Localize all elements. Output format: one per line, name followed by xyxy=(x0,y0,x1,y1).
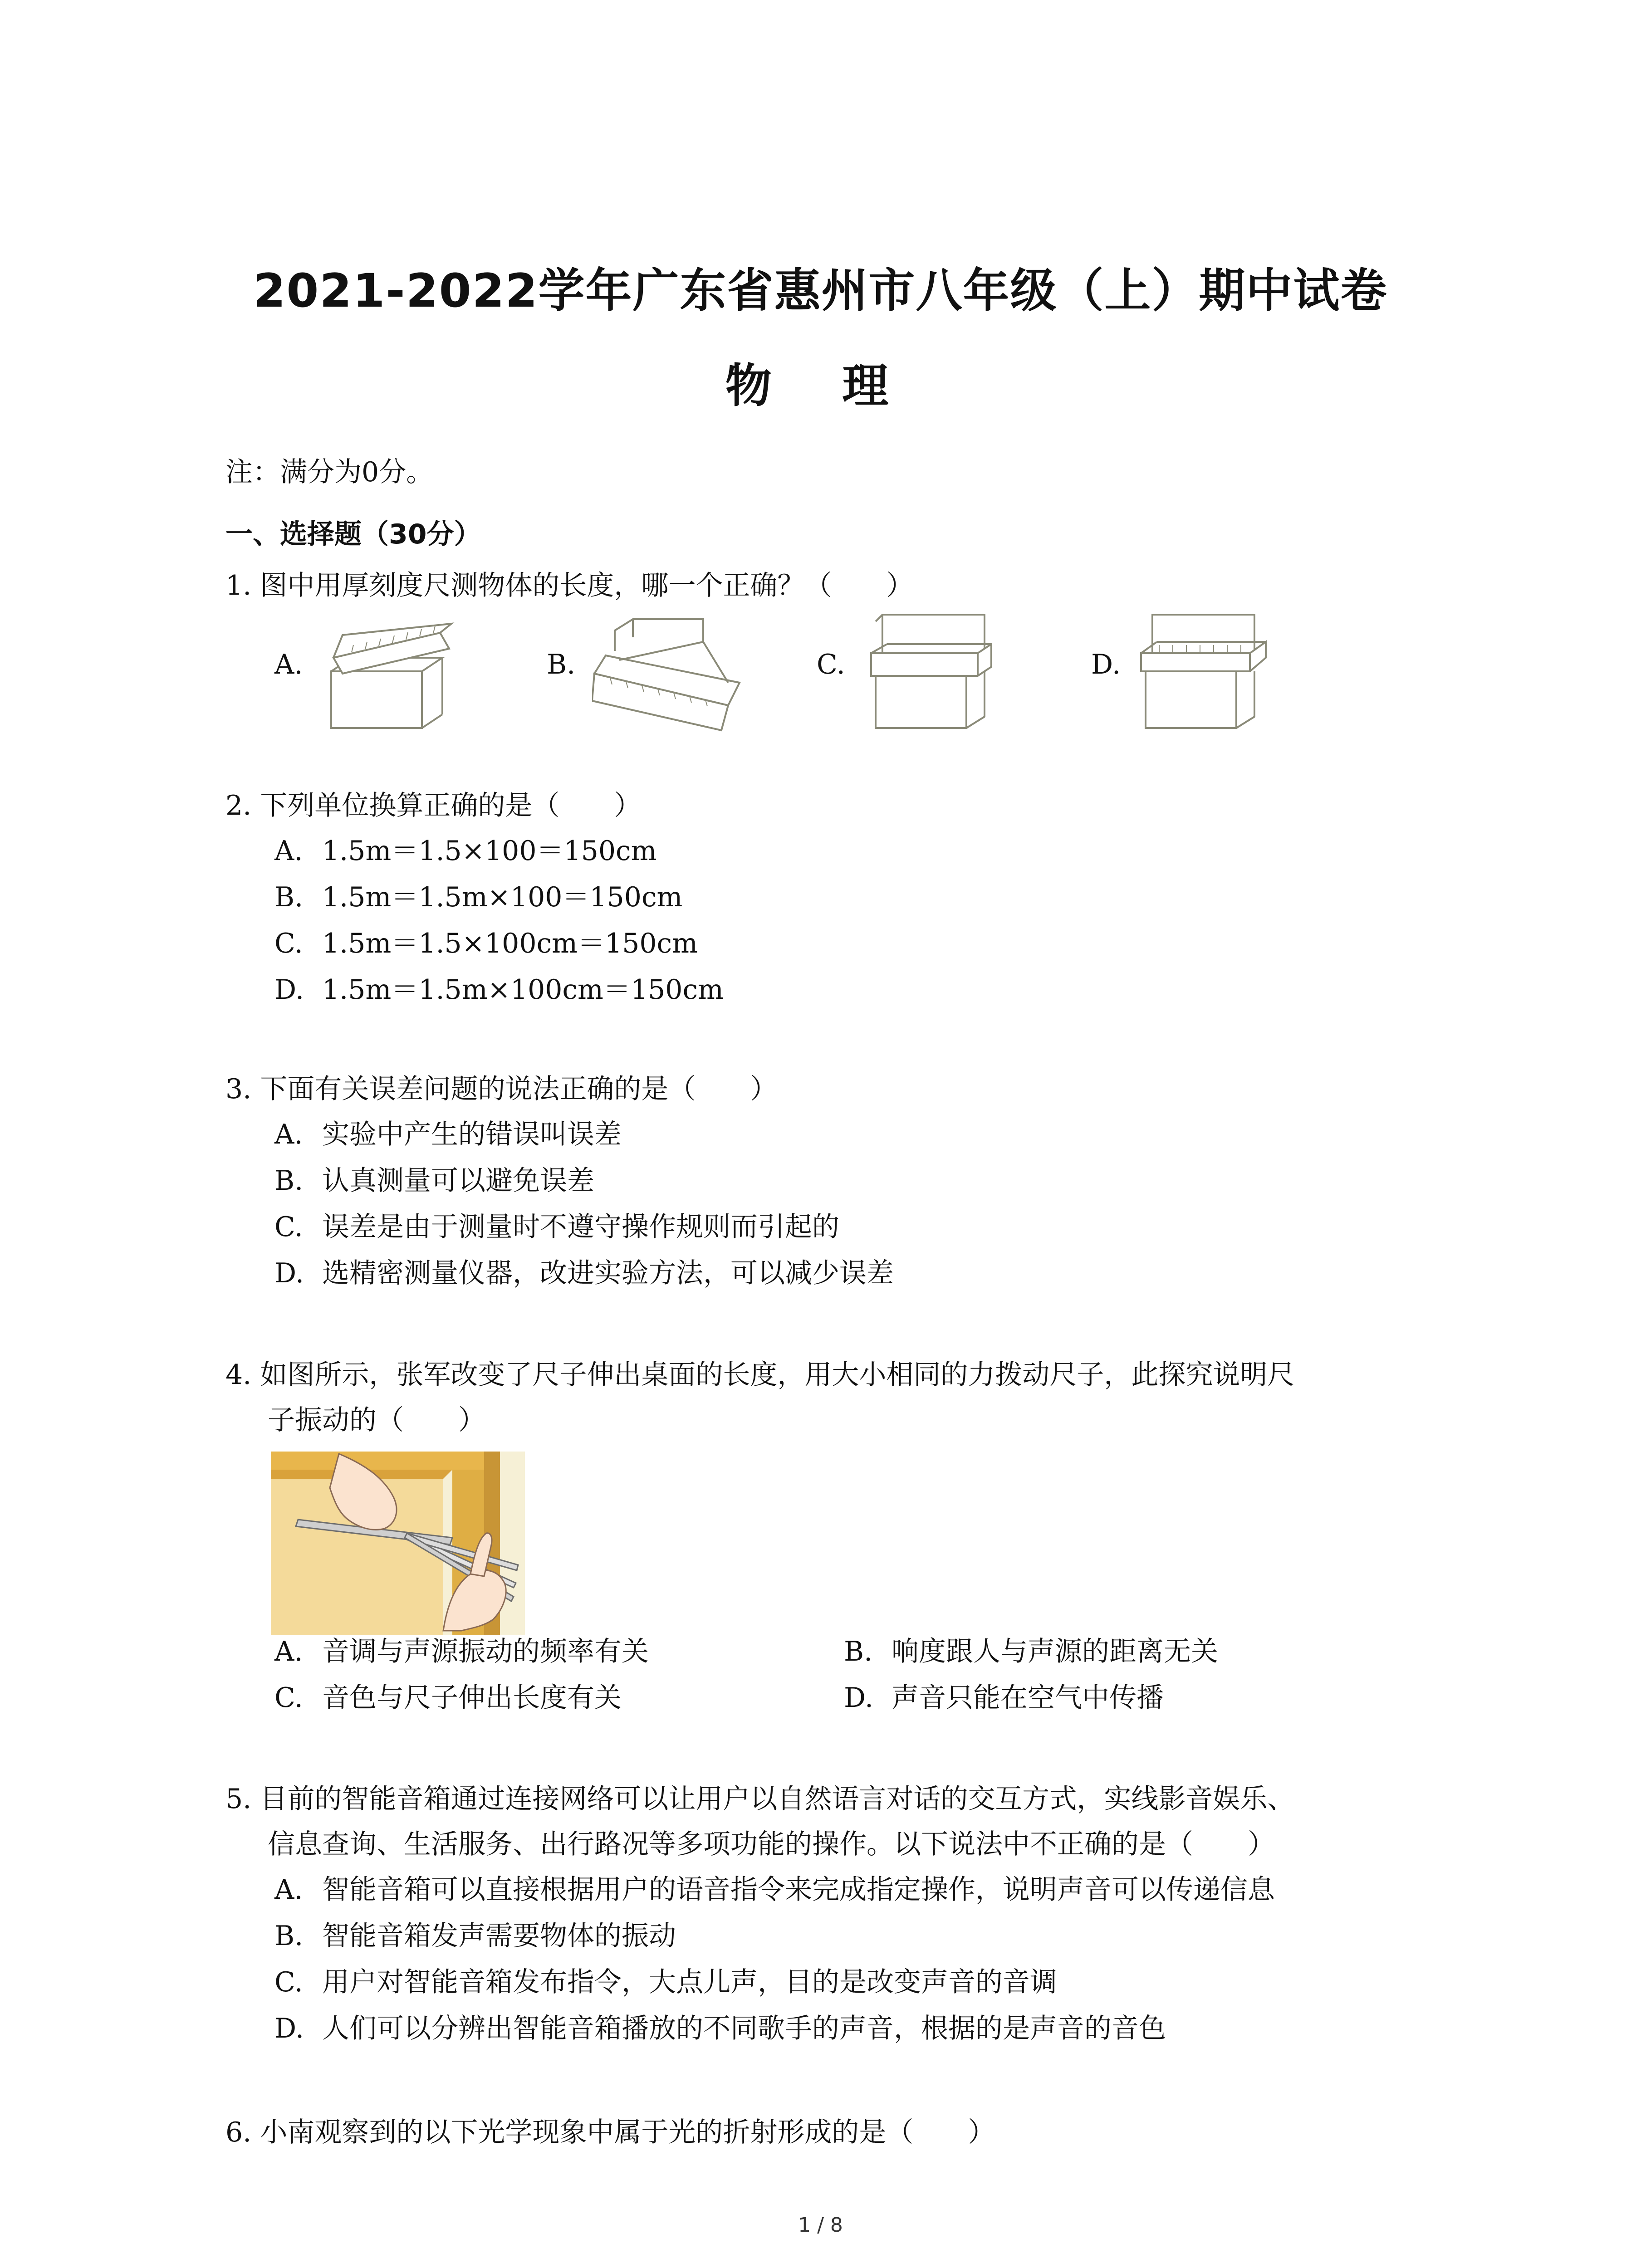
q4-option-b xyxy=(844,1635,1218,1668)
q1-option-d-label: D. xyxy=(1091,649,1121,680)
option-label: C. xyxy=(274,1211,303,1243)
q2-option-b xyxy=(274,881,682,914)
q4-option-c xyxy=(274,1681,622,1714)
q3-option-d xyxy=(274,1257,894,1290)
score-note: 注：满分为0分。 xyxy=(225,456,434,488)
option-label: B. xyxy=(844,1636,873,1667)
option-label: A. xyxy=(274,835,303,867)
question-2-stem: 2. 下列单位换算正确的是（ ） xyxy=(225,790,642,821)
q1-figure-a xyxy=(324,608,460,735)
question-4-stem-line1: 4. 如图所示，张军改变了尺子伸出桌面的长度，用大小相同的力拨动尺子，此探究说明尺 xyxy=(225,1359,1295,1391)
option-text: 智能音箱发声需要物体的振动 xyxy=(322,1920,676,1952)
exam-subject: 物 理 xyxy=(725,359,916,413)
option-text: 响度跟人与声源的距离无关 xyxy=(892,1636,1218,1667)
option-text: 1.5m＝1.5×100＝150cm xyxy=(322,835,657,867)
option-label: B. xyxy=(274,1165,304,1197)
option-label: A. xyxy=(274,1636,303,1667)
question-6-stem: 6. 小南观察到的以下光学现象中属于光的折射形成的是（ ） xyxy=(225,2116,995,2148)
q1-option-b-label: B. xyxy=(547,649,576,680)
option-label: C. xyxy=(274,1966,303,1998)
page-number: 1 / 8 xyxy=(798,2214,843,2237)
option-text: 认真测量可以避免误差 xyxy=(322,1165,594,1197)
q5-option-a xyxy=(274,1873,1275,1906)
q1-figure-b xyxy=(592,615,742,737)
option-text: 选精密测量仪器，改进实验方法，可以减少误差 xyxy=(322,1257,894,1289)
question-4-stem-line2: 子振动的（ ） xyxy=(268,1404,485,1436)
q3-option-a xyxy=(274,1118,622,1151)
option-text: 用户对智能音箱发布指令，大点儿声，目的是改变声音的音调 xyxy=(322,1966,1057,1998)
option-text: 1.5m＝1.5m×100cm＝150cm xyxy=(322,974,724,1006)
q2-option-d xyxy=(274,973,724,1006)
q4-ruler-vibration-figure xyxy=(271,1452,525,1635)
option-label: B. xyxy=(274,881,304,913)
q1-option-a-label: A. xyxy=(274,649,303,680)
q3-option-c xyxy=(274,1211,839,1243)
option-label: C. xyxy=(274,928,303,959)
q5-option-d xyxy=(274,2012,1166,2045)
q1-figure-d xyxy=(1139,608,1275,735)
option-label: D. xyxy=(274,974,304,1006)
question-5-stem-line1: 5. 目前的智能音箱通过连接网络可以让用户以自然语言对话的交互方式，实线影音娱乐、 xyxy=(225,1783,1295,1815)
option-text: 音色与尺子伸出长度有关 xyxy=(322,1682,622,1714)
option-label: D. xyxy=(274,1257,304,1289)
q5-option-c xyxy=(274,1966,1057,1999)
option-text: 人们可以分辨出智能音箱播放的不同歌手的声音，根据的是声音的音色 xyxy=(322,2013,1166,2044)
option-text: 实验中产生的错误叫误差 xyxy=(322,1119,622,1150)
q3-option-b xyxy=(274,1164,594,1197)
option-text: 音调与声源振动的频率有关 xyxy=(322,1636,649,1667)
question-3-stem: 3. 下面有关误差问题的说法正确的是（ ） xyxy=(225,1073,778,1105)
section-heading: 一、选择题（30分） xyxy=(225,518,481,550)
option-text: 误差是由于测量时不遵守操作规则而引起的 xyxy=(322,1211,839,1243)
option-text: 声音只能在空气中传播 xyxy=(892,1682,1164,1714)
option-text: 1.5m＝1.5m×100＝150cm xyxy=(322,881,683,913)
option-text: 智能音箱可以直接根据用户的语音指令来完成指定操作，说明声音可以传递信息 xyxy=(322,1874,1275,1906)
option-label: D. xyxy=(844,1682,874,1714)
option-label: A. xyxy=(274,1874,303,1906)
option-label: B. xyxy=(274,1920,304,1952)
exam-title: 2021-2022学年广东省惠州市八年级（上）期中试卷 xyxy=(253,264,1388,318)
question-5-stem-line2: 信息查询、生活服务、出行路况等多项功能的操作。以下说法中不正确的是（ ） xyxy=(268,1828,1275,1860)
option-text: 1.5m＝1.5×100cm＝150cm xyxy=(322,928,698,959)
q4-option-d xyxy=(844,1681,1164,1714)
q1-option-c-label: C. xyxy=(817,649,845,680)
q2-option-a xyxy=(274,835,657,867)
option-label: C. xyxy=(274,1682,303,1714)
option-label: A. xyxy=(274,1119,303,1150)
q4-option-a xyxy=(274,1635,649,1668)
question-1-stem: 1. 图中用厚刻度尺测物体的长度，哪一个正确？（ ） xyxy=(225,570,914,601)
q1-figure-c xyxy=(869,608,1005,735)
q2-option-c xyxy=(274,927,698,960)
option-label: D. xyxy=(274,2013,304,2044)
q5-option-b xyxy=(274,1920,676,1952)
